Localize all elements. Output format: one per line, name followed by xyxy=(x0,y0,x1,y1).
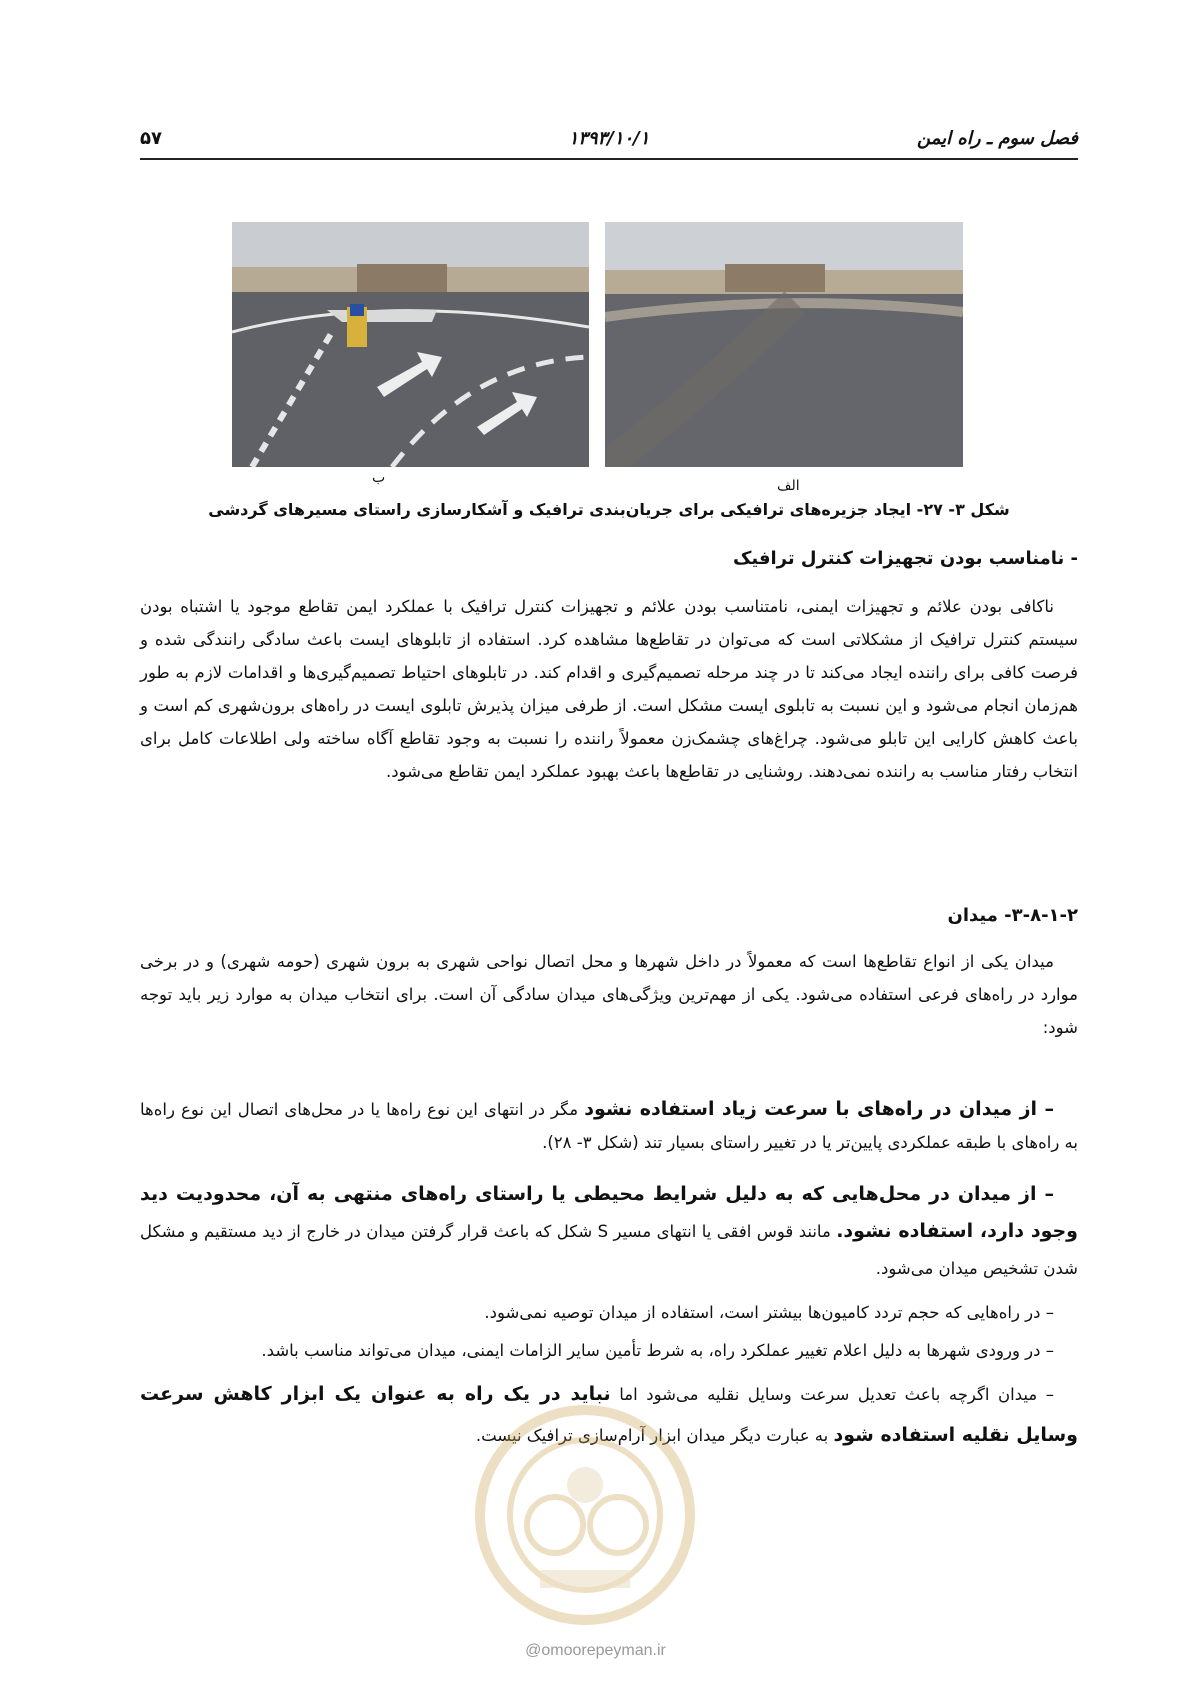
header-date: ۱۳۹۳/۱۰/۱ xyxy=(568,128,650,149)
page-number: ۵۷ xyxy=(140,128,162,149)
figure-photo-a xyxy=(605,222,963,467)
figure-caption: شکل ۳- ۲۷- ایجاد جزیره‌های ترافیکی برای جریان‌بندی ترافیک و آشکارسازی راستای مسیرهای گردشی xyxy=(208,500,1010,519)
list-item-text: – در راه‌هایی که حجم تردد کامیون‌ها بیشتر است، استفاده از میدان توصیه نمی‌شود. xyxy=(484,1303,1054,1322)
paragraph-roundabout xyxy=(140,945,1078,1044)
list-item-bold: نباید در یک راه به عنوان یک ابزار کاهش سرعت وسایل نقلیه استفاده شود xyxy=(140,1383,1078,1446)
figure-photo-b xyxy=(232,222,589,467)
list-item-high-speed xyxy=(140,1093,1078,1159)
section-heading-roundabout: ۳-۸-۱-۲- میدان xyxy=(947,905,1078,926)
chapter-title: فصل سوم ـ راه ایمن xyxy=(917,128,1078,149)
paragraph-text: ناکافی بودن علائم و تجهیزات ایمنی، نامتناسب بودن علائم و تجهیزات کنترل ترافیک با عملکرد ایمن تقاطع موجود یا اشتباه بودن سیستم کنترل ترافیک از مشکلاتی است که می‌توان در تقاطع‌ها مشاهده کرد. استفاده از تابلوهای ایست باعث سادگی رانندگی شده و فرصت کافی برای راننده ایجاد می‌کند تا در چند مرحله تصمیم‌گیری و اقدام کند. در تابلوهای احتیاط تصمیم‌گیری‌ها و اقدامات لازم به طور هم‌زمان انجام می‌شود و این نسبت به تابلوی ایست مشکل است. از طرفی میزان پذیرش تابلوی ایست در راه‌های برون‌شهری کم است و باعث کاهش کارایی این تابلو می‌شود. چراغ‌های چشمک‌زن معمولاً راننده را نسبت به وجود تقاطع آگاه ساخته ولی اطلاعات کامل برای انتخاب رفتار مناسب به راننده نمی‌دهند. روشنایی در تقاطع‌ها باعث بهبود عملکرد ایمن تقاطع می‌شود. xyxy=(140,597,1078,781)
list-item-text: به عبارت دیگر میدان ابزار آرام‌سازی ترافیک نیست. xyxy=(475,1426,834,1445)
list-item-text: – میدان اگرچه باعث تعدیل سرعت وسایل نقلیه می‌شود اما xyxy=(610,1385,1054,1404)
watermark-seal-icon xyxy=(470,1400,700,1630)
list-item-trucks xyxy=(140,1296,1078,1329)
header-rule xyxy=(140,158,1078,160)
page-header xyxy=(140,128,1078,162)
photo-a-label: الف xyxy=(777,478,800,494)
list-item-bold: – از میدان در راه‌های با سرعت زیاد استفاده نشود xyxy=(584,1098,1054,1120)
paragraph-traffic-control xyxy=(140,590,1078,788)
section-heading-traffic-control: - نامناسب بودن تجهیزات کنترل ترافیک xyxy=(732,548,1078,569)
list-item-bold: – از میدان در محل‌هایی که به دلیل شرایط محیطی یا راستای راه‌های منتهی به آن، محدودیت دید وجود دارد، استفاده نشود. xyxy=(140,1183,1078,1242)
list-item-visibility xyxy=(140,1176,1078,1287)
watermark-site: @omoorepeyman.ir xyxy=(525,1642,666,1659)
photo-b-label: ب xyxy=(372,470,386,486)
list-item-text: – در ورودی شهرها به دلیل اعلام تغییر عملکرد راه، به شرط تأمین سایر الزامات ایمنی، میدان می‌تواند مناسب باشد. xyxy=(261,1341,1054,1360)
list-item-city-entrance xyxy=(140,1334,1078,1367)
list-item-text: مانند قوس افقی یا انتهای مسیر S شکل که باعث قرار گرفتن میدان در خارج از دید مستقیم و مشکل شدن تشخیص میدان می‌شود. xyxy=(140,1222,1078,1278)
list-item-text: مگر در انتهای این نوع راه‌ها یا در محل‌های اتصال این نوع راه‌ها به راه‌های با طبقه عملکردی پایین‌تر یا در تغییر راستای بسیار تند (شکل ۳- ۲۸). xyxy=(140,1100,1078,1152)
paragraph-text: میدان یکی از انواع تقاطع‌ها است که معمولاً در داخل شهرها و محل اتصال نواحی شهری به برون شهری (حومه شهری) و در برخی موارد در راه‌های فرعی استفاده می‌شود. یکی از مهم‌ترین ویژگی‌های میدان سادگی آن است. برای انتخاب میدان به موارد زیر باید توجه شود: xyxy=(140,952,1078,1037)
